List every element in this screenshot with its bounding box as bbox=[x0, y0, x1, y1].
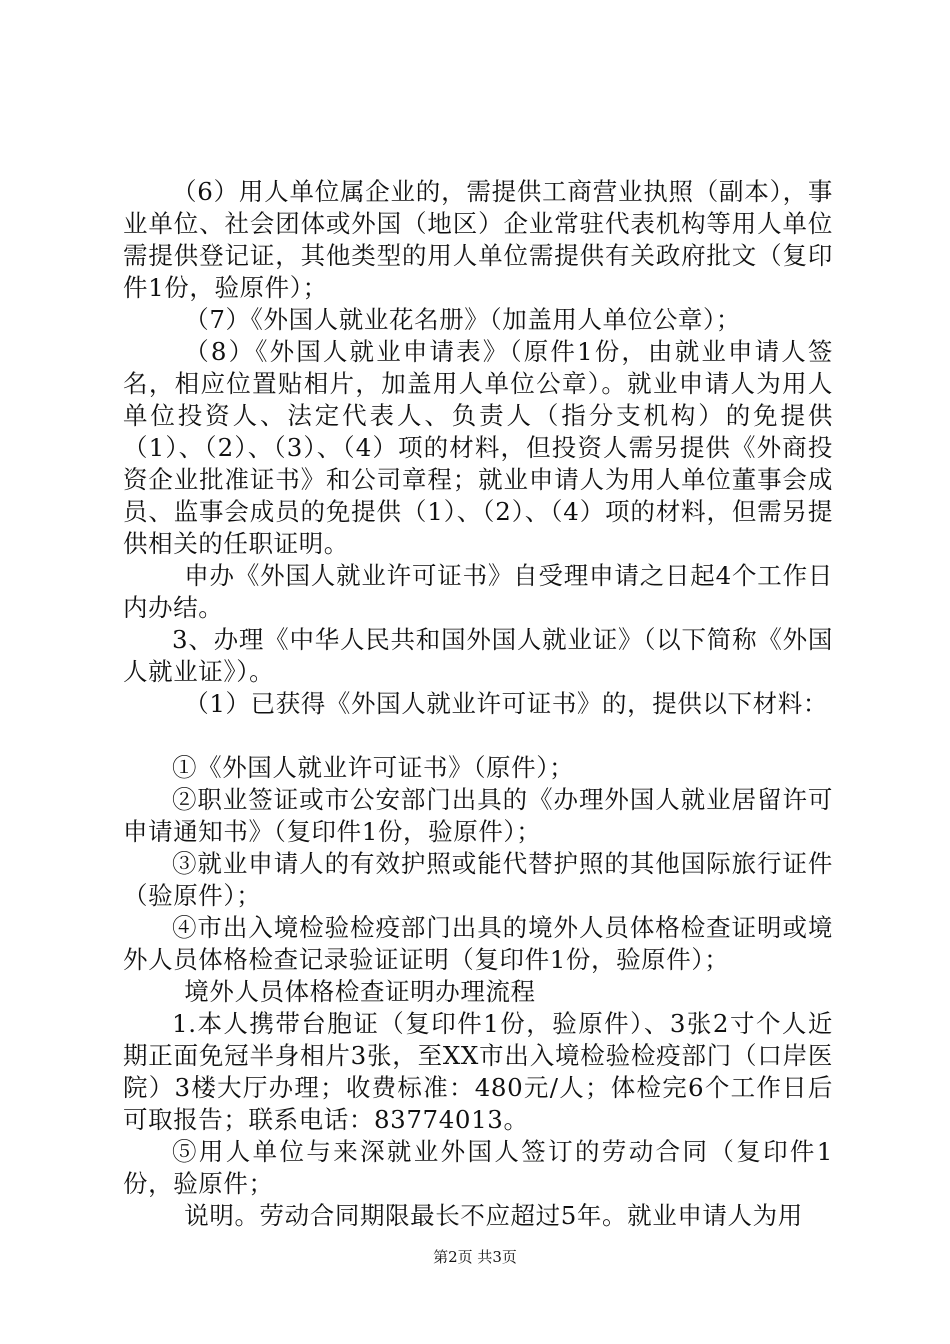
paragraph-material-3: ③就业申请人的有效护照或能代替护照的其他国际旅行证件（验原件）； bbox=[123, 849, 833, 910]
paragraph-item-7: （7）《外国人就业花名册》（加盖用人单位公章）； bbox=[184, 305, 741, 334]
paragraph-material-5: ⑤用人单位与来深就业外国人签订的劳动合同（复印件1份，验原件； bbox=[123, 1137, 833, 1198]
paragraph-health-check-step-1: 1.本人携带台胞证（复印件1份，验原件）、3张2寸个人近期正面免冠半身相片3张，至XX市出入境检验检疫部门（口岸医院）3楼大厅办理；收费标准：480元/人；体检完6个工作日后可取报告；联系电话：83774013。 bbox=[123, 1009, 833, 1134]
paragraph-health-check-heading: 境外人员体格检查证明办理流程 bbox=[184, 977, 536, 1006]
paragraph-material-4: ④市出入境检验检疫部门出具的境外人员体格检查证明或境外人员体格检查记录验证证明（复印件1份，验原件）； bbox=[123, 913, 833, 974]
paragraph-subsection-1: （1）已获得《外国人就业许可证书》的，提供以下材料： bbox=[184, 689, 828, 718]
paragraph-note: 说明。劳动合同期限最长不应超过5年。就业申请人为用 bbox=[184, 1201, 803, 1230]
page-footer: 第2页 共3页 bbox=[433, 1248, 517, 1266]
paragraph-material-2: ②职业签证或市公安部门出具的《办理外国人就业居留许可申请通知书》（复印件1份，验原件）； bbox=[123, 785, 833, 846]
blank-line bbox=[123, 720, 833, 752]
paragraph-processing-time: 申办《外国人就业许可证书》自受理申请之日起4个工作日内办结。 bbox=[123, 561, 833, 622]
document-body bbox=[123, 176, 833, 1232]
paragraph-material-1: ①《外国人就业许可证书》（原件）； bbox=[172, 753, 575, 782]
paragraph-item-8: （8）《外国人就业申请表》（原件1份，由就业申请人签名，相应位置贴相片，加盖用人单位公章）。就业申请人为用人单位投资人、法定代表人、负责人（指分支机构）的免提供（1）、（2）、（3）、（4）项的材料，但投资人需另提供《外商投资企业批准证书》和公司章程；就业申请人为用人单位董事会成员、监事会成员的免提供（1）、（2）、（4）项的材料，但需另提供相关的任职证明。 bbox=[123, 337, 833, 558]
paragraph-section-3: 3、办理《中华人民共和国外国人就业证》（以下简称《外国人就业证》）。 bbox=[123, 625, 833, 686]
paragraph-item-6: （6）用人单位属企业的，需提供工商营业执照（副本），事业单位、社会团体或外国（地区）企业常驻代表机构等用人单位需提供登记证，其他类型的用人单位需提供有关政府批文（复印件1份，验原件）； bbox=[123, 177, 833, 302]
